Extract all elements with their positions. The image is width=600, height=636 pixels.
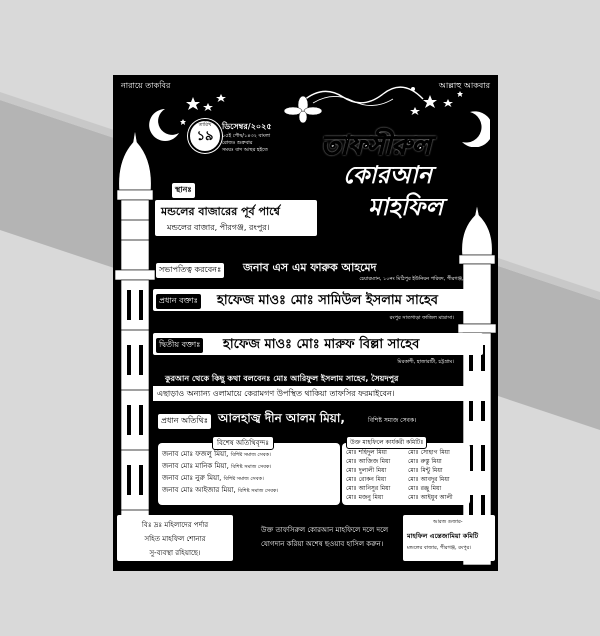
special-guests-list	[162, 449, 278, 497]
title-block	[313, 123, 488, 243]
others-text: এছাড়াও অন্যান্য ওলামায়ে কেরামগণ উপস্থিত থাকিয়া তাফসির ফরমাইবেন।	[157, 389, 395, 398]
footer-note-line-3: সু-ব্যবস্থা রহিয়াছে।	[149, 549, 201, 557]
venue-address: মন্ডলের বাজার, পীরগঞ্জ, রংপুর।	[167, 223, 270, 232]
special-guest-name: জনাব মোঃ নুরু মিয়া,	[162, 474, 222, 482]
committee-member: মোঃ সোহাগ মিয়া	[408, 449, 450, 456]
special-guest-row	[162, 473, 278, 485]
footer-org-name: মাহফিল এন্তেজামিয়া কমিটি	[407, 532, 479, 540]
special-guest-name: জনাব মোঃ ফজলু মিয়া,	[162, 450, 229, 458]
special-guest-role: বিশিষ্ট সমাজ সেবক।	[223, 476, 264, 482]
special-guest-row	[162, 449, 278, 461]
special-guests-title: বিশেষ অতিথিবৃন্দঃ	[212, 436, 274, 450]
quran-recital-text: কুরআন থেকে কিছু কথা বলবেনঃ মোঃ আরিফুল ইসলাম সাহেব, সৈয়দপুর	[165, 374, 399, 383]
committee-box	[342, 439, 470, 505]
second-speaker-detail: মিরকাশী, হাজারাটী, চট্টগ্রাম।	[397, 359, 454, 365]
committee-member: মোঃ আবদুর মিয়া	[408, 476, 450, 483]
venue-place: মন্ডলের বাজারের পূর্ব পার্শ্বে	[161, 205, 280, 218]
second-speaker-name: হাফেজ মাওঃ মোঃ মারুফ বিল্লা সাহেব	[223, 337, 420, 352]
president-label: সভাপতিত্ব করবেনঃ	[155, 262, 225, 279]
footer-invite-line-2: যোগদান করিয়া অশেষ ছওয়াব হাসিল করুন।	[261, 540, 384, 548]
right-slogan: আল্লাহু আকবার	[438, 81, 490, 90]
chief-guest-detail: বিশিষ্ট সমাজ সেবক।	[368, 417, 417, 424]
committee-left-list	[346, 448, 390, 502]
date-month-year: ডিসেম্বর/২০২৫	[222, 122, 272, 131]
special-guest-row	[162, 485, 278, 497]
special-guest-role: বিশিষ্ট সমাজ সেবক।	[231, 464, 272, 470]
committee-title: উক্ত মাহফিলে কার্যকরী কমিটিঃ	[346, 436, 427, 449]
date-label: তারিখ	[198, 122, 212, 128]
date-bangla: ০৫ই পৌষ/১৪৩২ বাংলা	[222, 133, 271, 139]
committee-member: মোঃ রুস্তু মিয়া	[408, 458, 442, 465]
president-name: জনাব এস এম ফারুক আহমেদ	[243, 261, 377, 274]
committee-right-list	[408, 448, 453, 502]
special-guest-name: জনাব মোঃ আইজার মিয়া,	[162, 486, 236, 494]
date-day: ১৯	[196, 129, 214, 144]
special-guest-role: বিশিষ্ট সমাজ সেবক।	[230, 452, 271, 458]
committee-member: মোঃ আজিজ মিয়া	[346, 458, 391, 465]
committee-member: মোঃ মজনু মিয়া	[346, 494, 384, 501]
chief-guest-name: আলহাজ্ব দীন আলম মিয়া,	[218, 411, 345, 425]
left-minaret	[113, 130, 158, 560]
committee-member: মোঃ মিন্টু মিয়া	[408, 467, 443, 474]
footer-org-address: মন্ডলের বাজার, পীরগঞ্জ, রংপুর।	[407, 545, 472, 551]
main-speaker-label: প্রধান বক্তাঃ	[155, 293, 202, 310]
special-guest-role: বিশিষ্ট সমাজ সেবক।	[237, 488, 279, 494]
committee-member: মোঃ রোকন মিয়া	[346, 476, 387, 483]
chief-guest-label: প্রধান অতিথিঃ	[157, 413, 212, 430]
special-guest-name: জনাব মোঃ মানিক মিয়া,	[162, 462, 229, 470]
special-guests-box	[158, 439, 340, 505]
date-weekday: রোজঃ শুক্রবার	[222, 140, 253, 146]
title-line-3: মাহফিল	[368, 193, 444, 221]
footer-org-box	[403, 515, 495, 561]
title-line-1: তাফসীরুল	[321, 131, 431, 161]
committee-member: মোঃ শহিদুল মিয়া	[346, 449, 387, 456]
footer-note-line-2: সহিত মাহফিল শোনার	[144, 535, 206, 543]
footer-org-label: আরজ গুজার-	[433, 519, 463, 525]
committee-member: মোঃ আইয়ুব আলী	[408, 494, 453, 501]
committee-member: মোঃ রঞ্জু মিয়া	[408, 485, 442, 492]
venue-box	[155, 200, 317, 236]
president-detail: চেয়ারম্যান, ১০নং মিঠিপুর ইউনিয়ন পরিষদ, পীরগঞ্জ, রংপুর।	[359, 276, 478, 282]
poster	[113, 75, 498, 571]
main-speaker-detail: রংপুর সাতগাড়া ফাজিল মাদ্রাসা।	[389, 315, 454, 321]
left-slogan: নারায়ে তাকবির	[121, 81, 171, 90]
footer-note-line-1: বিঃ দ্রঃ মহিলাদের পর্দার	[141, 521, 209, 529]
main-speaker-name: হাফেজ মাওঃ মোঃ সামিউল ইসলাম সাহেব	[217, 293, 439, 308]
committee-member: মোঃ আনিসুর মিয়া	[346, 485, 391, 492]
title-line-2: কোরআন	[343, 161, 433, 189]
second-speaker-label: দ্বিতীয় বক্তাঃ	[155, 337, 204, 354]
right-minaret	[456, 205, 498, 565]
date-badge	[188, 119, 308, 159]
footer-note-box	[117, 515, 233, 561]
footer-invite-line-1: উক্ত তাফসিরুল কোরআন মাহফিলে দলে দলে	[261, 526, 389, 534]
committee-member: মোঃ দুলালী মিয়া	[346, 467, 387, 474]
special-guest-row	[162, 461, 278, 473]
date-circle	[188, 119, 222, 153]
venue-label: স্থানঃ	[171, 182, 196, 199]
date-time: সময়ঃ বাদ আছর হইতে	[222, 147, 268, 153]
